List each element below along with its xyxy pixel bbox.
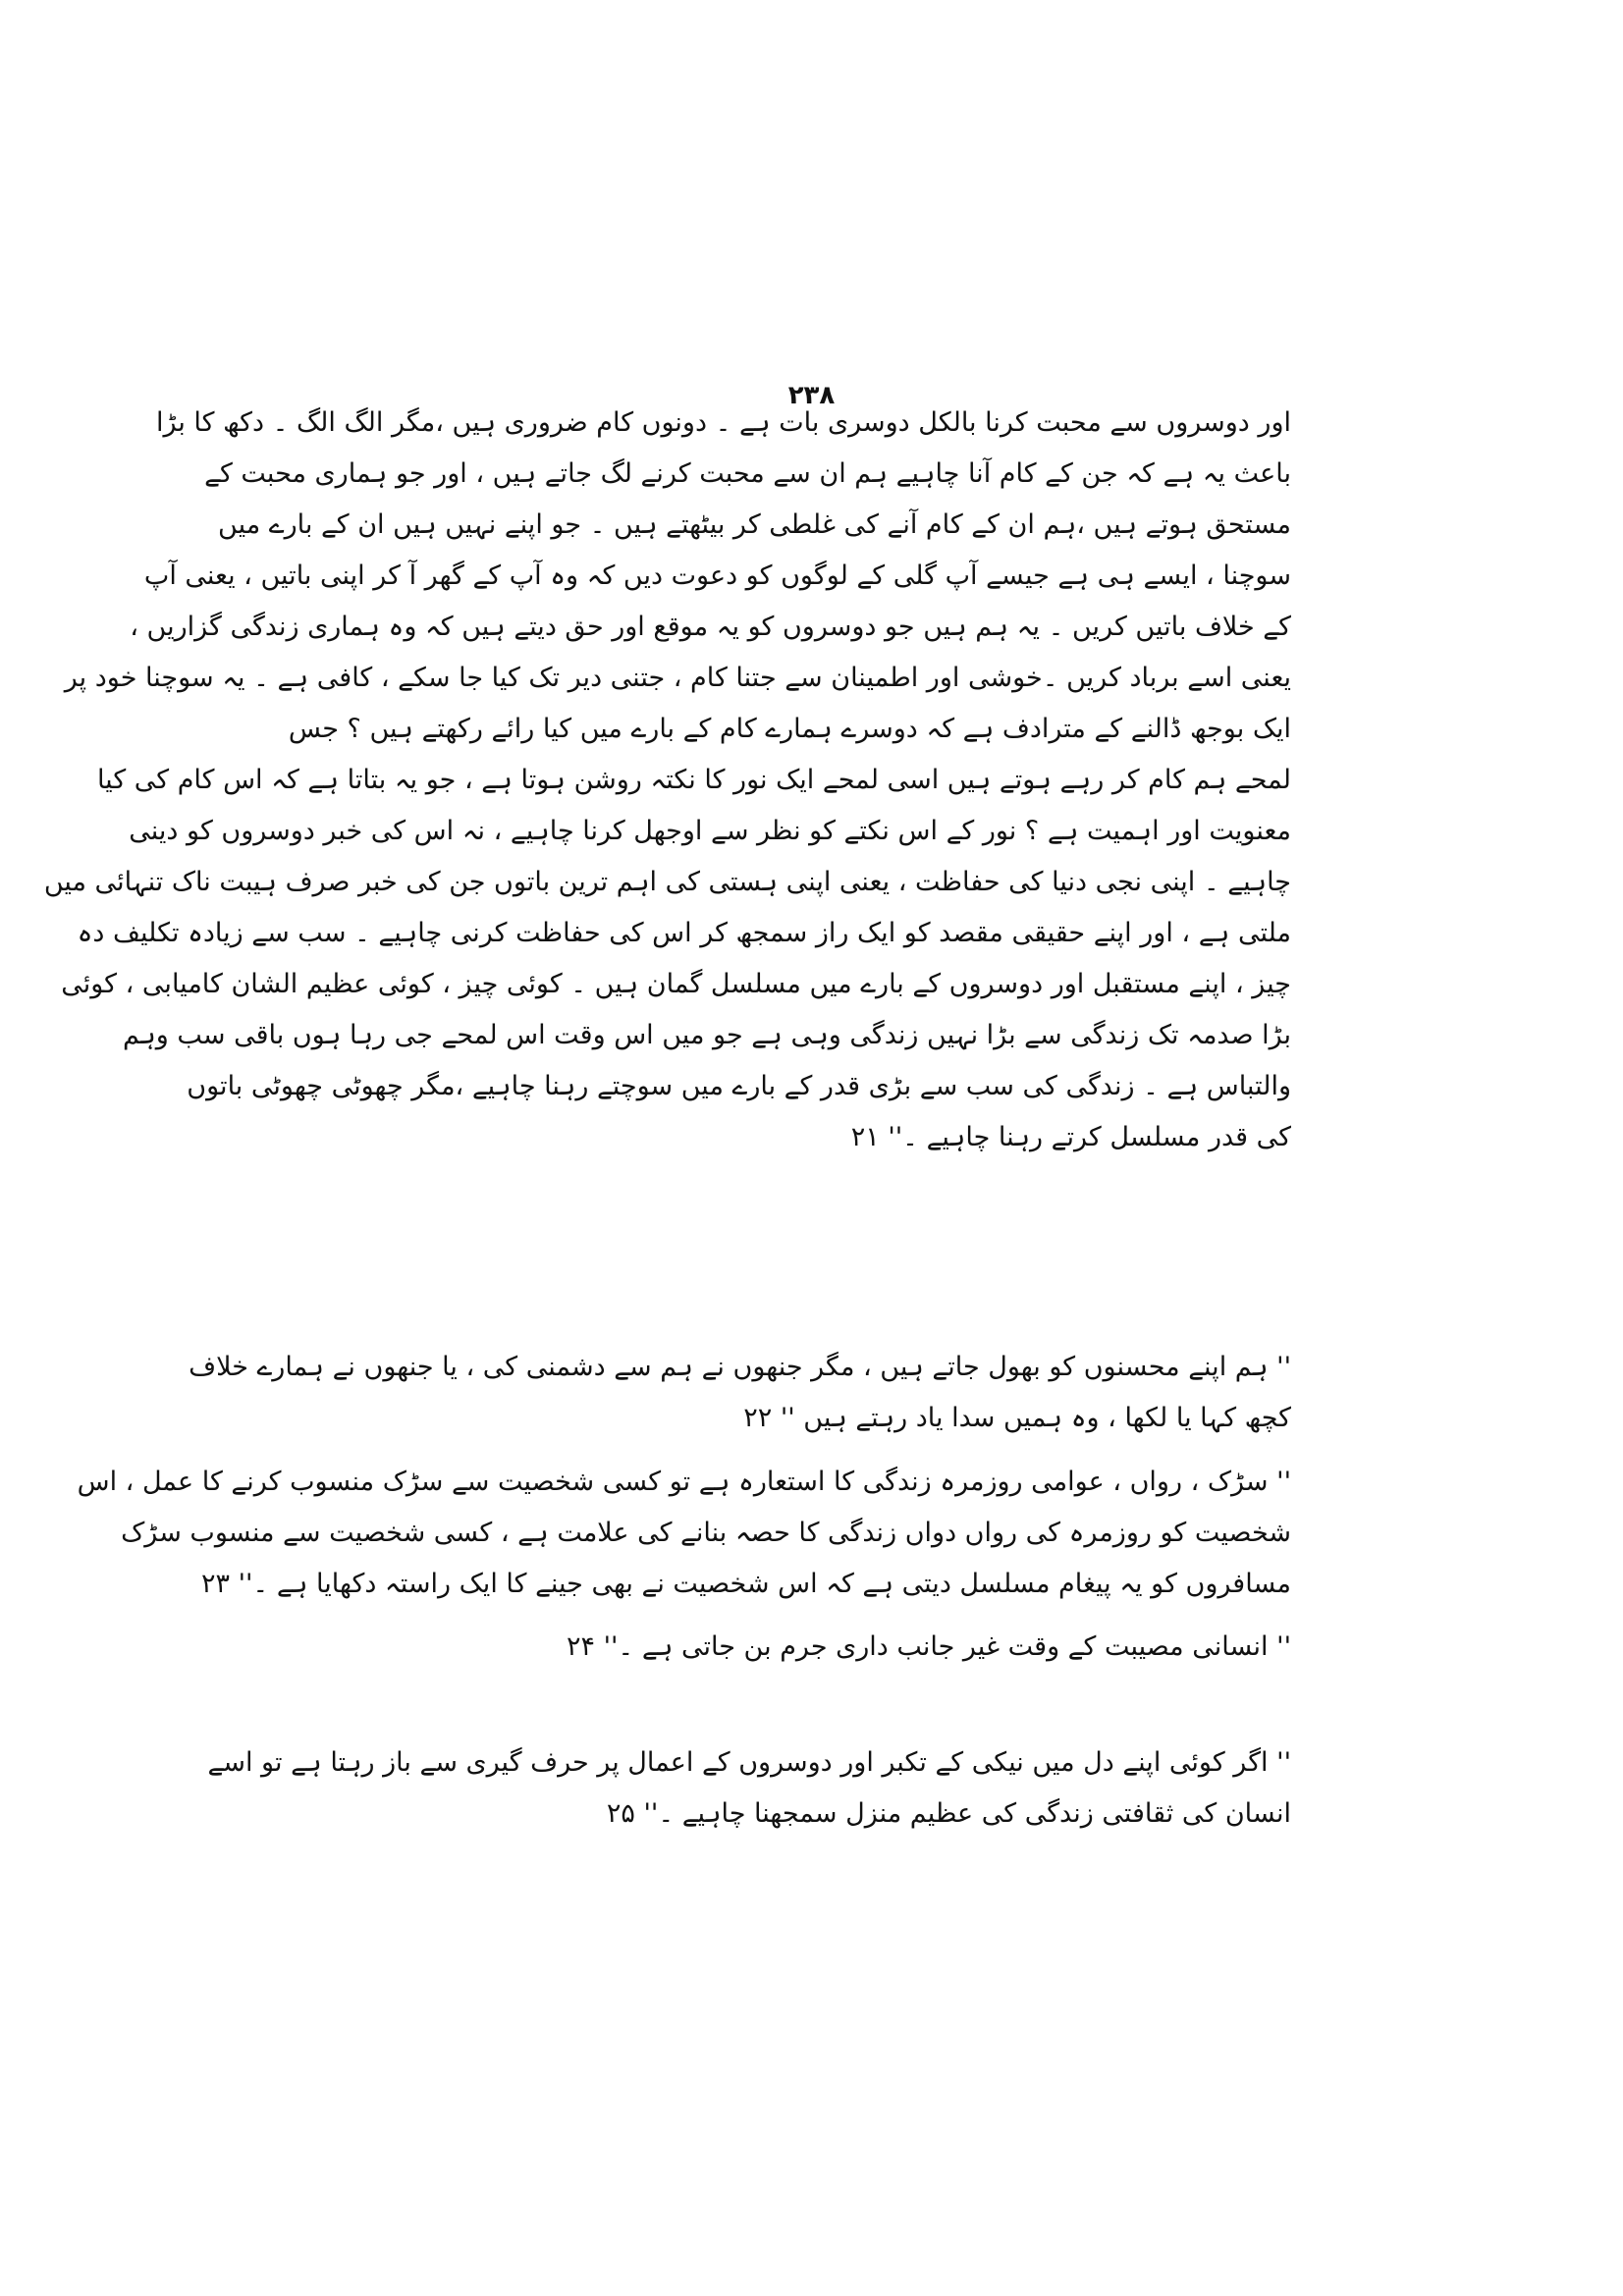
text-line: لمحے ہم کام کر رہے ہوتے ہیں اسی لمحے ایک نور کا نکتہ روشن ہوتا ہے ، جو یہ بتاتا ہے کہ اس کام کی کیا (96, 765, 1291, 795)
text-line: شخصیت کو روزمرہ کی رواں دواں زندگی کا حصہ بنانے کی علامت ہے ، کسی شخصیت سے منسوب سڑک (121, 1518, 1291, 1548)
quote-paragraph-22 (189, 1342, 1291, 1444)
text-line: چیز ، اپنے مستقبل اور دوسروں کے بارے میں مسلسل گمان ہیں ۔ کوئی چیز ، کوئی عظیم الشان کامیابی ، کوئی (61, 969, 1291, 999)
text-line: '' ہم اپنے محسنوں کو بھول جاتے ہیں ، مگر جنھوں نے ہم سے دشمنی کی ، یا جنھوں نے ہمارے خلاف (189, 1352, 1291, 1382)
quote-paragraph-24 (334, 1622, 1291, 1673)
text-line: باعث یہ ہے کہ جن کے کام آنا چاہیے ہم ان سے محبت کرنے لگ جاتے ہیں ، اور جو ہماری محبت کے (204, 458, 1291, 489)
text-line: ملتی ہے ، اور اپنے حقیقی مقصد کو ایک راز سمجھ کر اس کی حفاظت کرنی چاہیے ۔ سب سے زیادہ تکلیف دہ (77, 918, 1291, 948)
text-line: مستحق ہوتے ہیں ،ہم ان کے کام آنے کی غلطی کر بیٹھتے ہیں ۔ جو اپنے نہیں ہیں ان کے بارے میں (218, 509, 1291, 540)
text-line: '' سڑک ، رواں ، عوامی روزمرہ زندگی کا استعارہ ہے تو کسی شخصیت سے سڑک منسوب کرنے کا عمل ، اس (77, 1467, 1291, 1497)
text-line: بڑا صدمہ تک زندگی سے بڑا نہیں زندگی وہی ہے جو میں اس وقت اس لمحے جی رہا ہوں باقی سب وہم (122, 1020, 1291, 1050)
text-line: کچھ کہا یا لکھا ، وہ ہمیں سدا یاد رہتے ہیں '' ۲۲ (743, 1403, 1291, 1433)
quote-paragraph-25 (207, 1737, 1291, 1840)
text-line: معنویت اور اہمیت ہے ؟ نور کے اس نکتے کو نظر سے اوجھل کرنا چاہیے ، نہ اس کی خبر دوسروں کو دینی (129, 816, 1291, 846)
text-line: کے خلاف باتیں کریں ۔ یہ ہم ہیں جو دوسروں کو یہ موقع اور حق دیتے ہیں کہ وہ ہماری زندگی گزاریں ، (130, 612, 1291, 642)
text-line: '' اگر کوئی اپنے دل میں نیکی کے تکبر اور دوسروں کے اعمال پر حرف گیری سے باز رہتا ہے تو اسے (207, 1747, 1291, 1778)
page-number: ۲۳۸ (787, 381, 836, 410)
text-line: انسان کی ثقافتی زندگی کی عظیم منزل سمجھنا چاہیے ۔'' ۲۵ (606, 1798, 1291, 1829)
text-line: مسافروں کو یہ پیغام مسلسل دیتی ہے کہ اس شخصیت نے بھی جینے کا ایک راستہ دکھایا ہے ۔'' ۲۳ (200, 1569, 1291, 1599)
text-line: '' انسانی مصیبت کے وقت غیر جانب داری جرم بن جاتی ہے ۔'' ۲۴ (566, 1631, 1291, 1662)
quote-paragraph-23 (77, 1457, 1291, 1610)
text-line: چاہیے ۔ اپنی نجی دنیا کی حفاظت ، یعنی اپنی ہستی کی اہم ترین باتوں جن کی خبر صرف ہیبت ناک تنہائی میں (43, 867, 1291, 897)
text-line: والتباس ہے ۔ زندگی کی سب سے بڑی قدر کے بارے میں سوچتے رہنا چاہیے ،مگر چھوٹی چھوٹی باتوں (187, 1071, 1291, 1101)
text-line: ایک بوجھ ڈالنے کے مترادف ہے کہ دوسرے ہمارے کام کے بارے میں کیا رائے رکھتے ہیں ؟ جس (288, 714, 1291, 744)
text-line: سوچنا ، ایسے ہی ہے جیسے آپ گلی کے لوگوں کو دعوت دیں کہ وہ آپ کے گھر آ کر اپنی باتیں ، یعنی آپ (143, 561, 1291, 591)
paragraph-1 (43, 398, 1291, 1163)
text-line: اور دوسروں سے محبت کرنا بالکل دوسری بات ہے ۔ دونوں کام ضروری ہیں ،مگر الگ الگ ۔ دکھ کا بڑا (155, 407, 1291, 438)
text-line: یعنی اسے برباد کریں ۔خوشی اور اطمینان سے جتنا کام ، جتنی دیر تک کیا جا سکے ، کافی ہے ۔ یہ سوچنا خود پر (64, 663, 1291, 693)
text-line: کی قدر مسلسل کرتے رہنا چاہیے ۔'' ۲۱ (850, 1122, 1291, 1152)
